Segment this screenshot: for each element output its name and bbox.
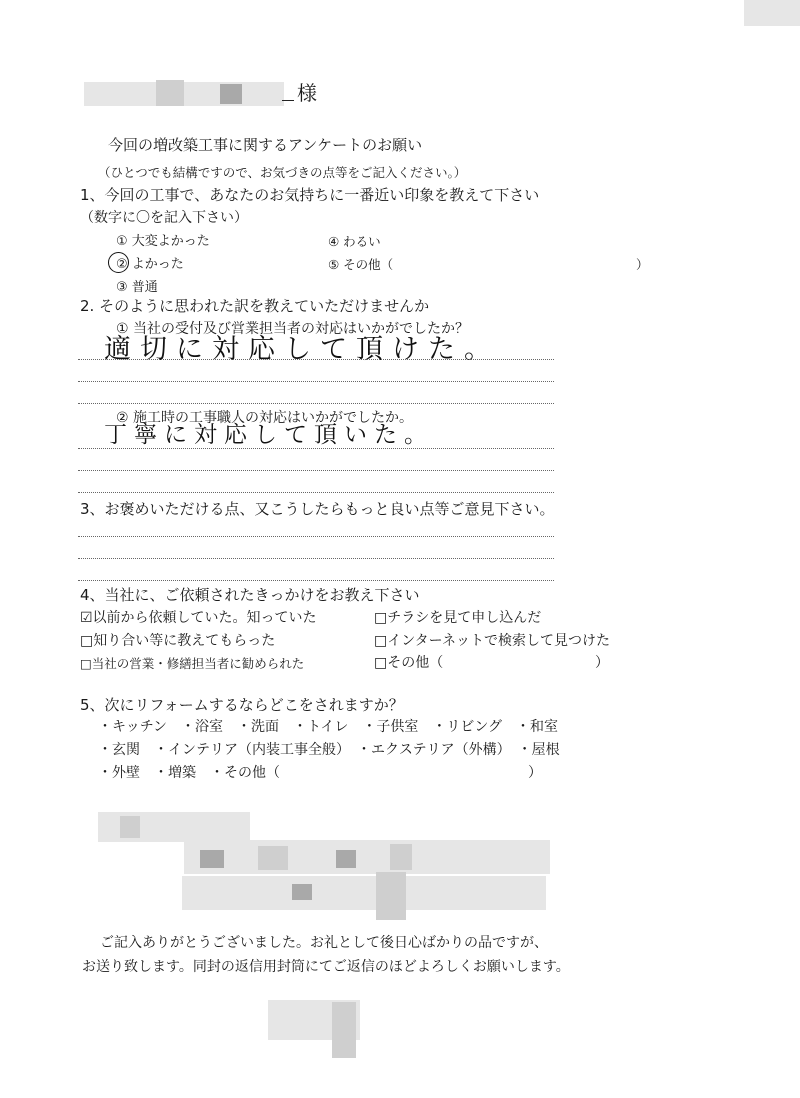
q2-handwritten-answer-1: 適切に対応して頂けた。: [104, 334, 500, 365]
redacted-block: [182, 876, 546, 910]
q4-option-other-close: ）: [595, 655, 609, 671]
survey-note: （ひとつでも結構ですので、お気づきの点等をご記入ください。）: [98, 165, 467, 180]
q1-option-4: ④ わるい: [328, 234, 381, 249]
q1-option-1: ① 大変よかった: [116, 234, 210, 249]
honorific: 様: [297, 81, 317, 105]
redacted-corner: [744, 0, 800, 26]
q5-options-row-1: ・キッチン ・浴室 ・洗面 ・トイレ ・子供室 ・リビング ・和室: [98, 719, 559, 735]
q2-handwritten-answer-2: 丁寧に対応して頂いた。: [104, 422, 434, 448]
q3-question: 3、お褒めいただける点、又こうしたらもっと良い点等ご意見下さい。: [80, 500, 555, 518]
q4-option-sales: □当社の営業・修繕担当者に勧められた: [80, 656, 305, 671]
answer-line: [78, 448, 554, 449]
redacted-block: [336, 850, 356, 868]
q5-question: 5、次にリフォームするならどこをされますか？: [80, 696, 404, 714]
q1-option-3: ③ 普通: [116, 280, 158, 295]
q5-options-row-3-close: ）: [528, 765, 542, 781]
q5-options-row-3: ・外壁 ・増築 ・その他（: [98, 765, 280, 781]
q2-sub-question-2: ② 施工時の工事職人の対応はいかがでしたか。: [116, 410, 413, 426]
redacted-block: [258, 846, 288, 870]
q4-option-flyer: □チラシを見て申し込んだ: [374, 610, 542, 626]
q4-option-checked: ☑以前から依頼していた。知っていた: [80, 610, 317, 626]
redacted-name: [84, 82, 284, 106]
answer-line: [78, 381, 554, 382]
q2-sub-question-1: ① 当社の受付及び営業担当者の対応はいかがでしたか？: [116, 321, 469, 337]
redacted-name-block: [156, 80, 184, 106]
redacted-block: [184, 840, 550, 874]
answer-line: [78, 558, 554, 559]
q1-option-5: ⑤ その他（: [328, 257, 394, 272]
footer-line-2: お送り致します。同封の返信用封筒にてご返信のほどよろしくお願いします。: [82, 959, 570, 975]
answer-line: [78, 580, 554, 581]
redacted-block: [376, 872, 406, 920]
name-underline: [282, 100, 294, 101]
redacted-block: [200, 850, 224, 868]
q4-question: 4、当社に、ご依頼されたきっかけをお教え下さい: [80, 586, 420, 604]
survey-title: 今回の増改築工事に関するアンケートのお願い: [108, 136, 423, 154]
q1-option-5-close: ）: [636, 257, 649, 272]
q1-question: 1、今回の工事で、あなたのお気持ちに一番近い印象を教えて下さい: [80, 186, 540, 204]
q4-option-internet: □インターネットで検索して見つけた: [374, 633, 610, 649]
footer-line-1: ご記入ありがとうございました。お礼として後日心ばかりの品ですが、: [100, 935, 548, 951]
redacted-stamp-block: [332, 1002, 356, 1058]
redacted-block: [120, 816, 140, 838]
q2-question: 2. そのように思われた訳を教えていただけませんか: [80, 297, 430, 315]
redacted-block: [390, 844, 412, 870]
q4-option-acquaintance: □知り合い等に教えてもらった: [80, 633, 276, 649]
q1-instruction: （数字に〇を記入下さい）: [80, 210, 248, 226]
answer-line: [78, 536, 554, 537]
q5-options-row-2: ・玄関 ・インテリア（内装工事全般） ・エクステリア（外構） ・屋根: [98, 742, 560, 758]
answer-line: [78, 492, 554, 493]
q4-option-other: □その他（: [374, 655, 444, 671]
selected-circle-mark: [108, 252, 129, 273]
redacted-name-block: [220, 84, 242, 104]
redacted-block: [292, 884, 312, 900]
answer-line: [78, 470, 554, 471]
q1-option-2: ② よかった: [116, 257, 184, 272]
answer-line: [78, 403, 554, 404]
answer-line: [78, 359, 554, 360]
